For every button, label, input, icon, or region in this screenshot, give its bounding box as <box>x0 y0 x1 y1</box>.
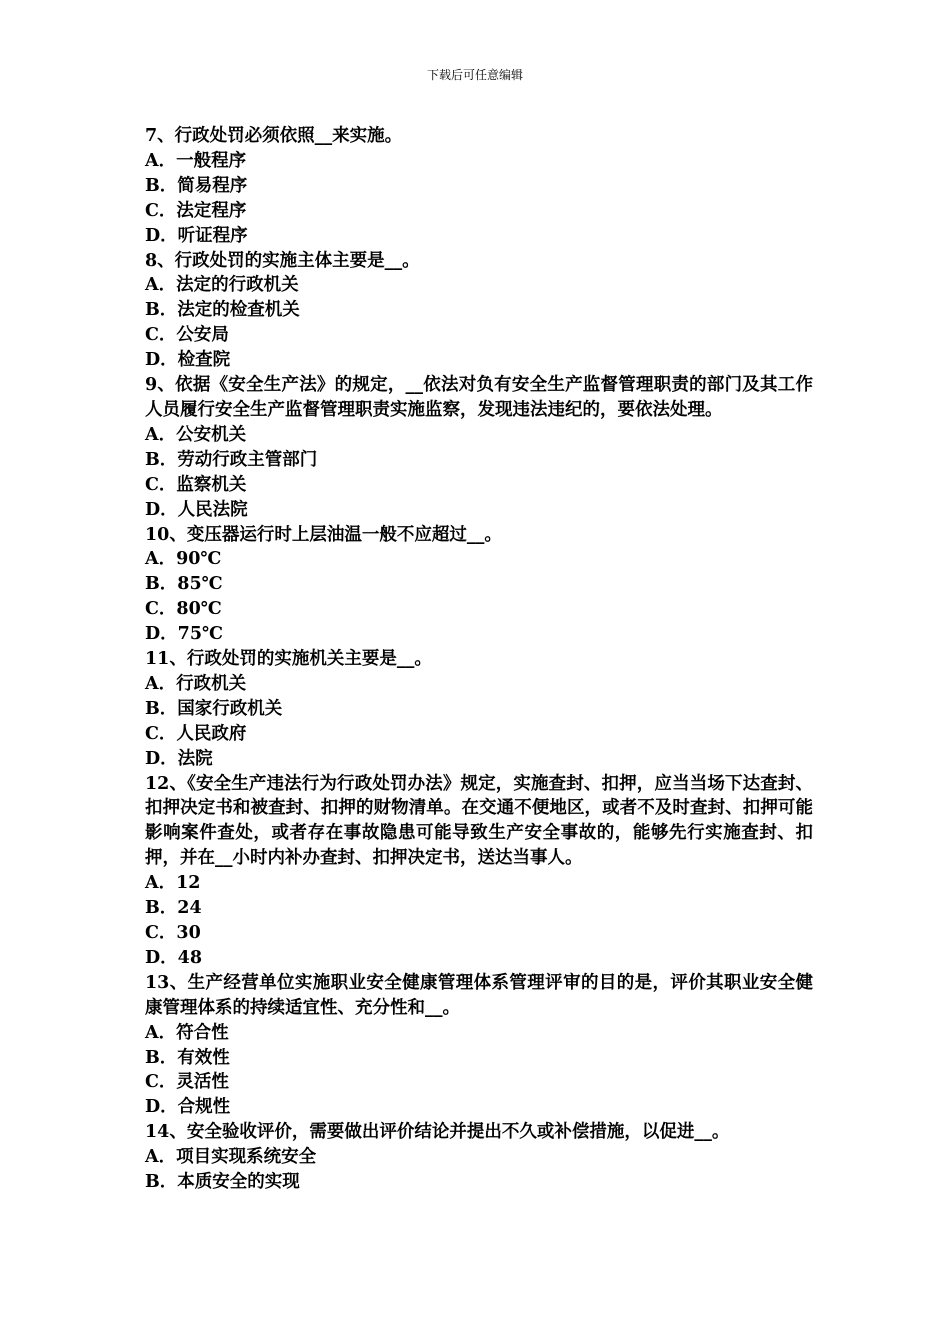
option-d: D．检查院 <box>145 350 231 371</box>
option-d: D．法院 <box>145 748 213 769</box>
option-c: C．30 <box>145 923 201 943</box>
question-block <box>145 373 813 522</box>
option-b: B．劳动行政主管部门 <box>145 449 318 470</box>
option-c: C．80℃ <box>145 599 222 620</box>
question-text: 14、安全验收评价，需要做出评价结论并提出不久或补偿措施，以促进__。 <box>145 1122 730 1143</box>
question-block <box>145 124 813 249</box>
option-d: D．人民法院 <box>145 499 248 520</box>
option-d: D．合规性 <box>145 1097 231 1118</box>
option-a: A．项目实现系统安全 <box>145 1147 317 1168</box>
option-c: C．法定程序 <box>145 200 247 221</box>
page-header: 下载后可任意编辑 <box>426 68 523 82</box>
option-a: A．一般程序 <box>145 150 247 171</box>
question-text: 9、依据《安全生产法》的规定，__依法对负有安全生产监督管理职责的部门及其工作人员履行安全生产监督管理职责实施监察，发现违法违纪的，要依法处理。 <box>145 375 813 420</box>
question-block <box>145 1120 813 1195</box>
option-a: A．90℃ <box>145 549 222 570</box>
option-d: D．48 <box>145 947 203 968</box>
option-b: B．本质安全的实现 <box>145 1172 300 1193</box>
question-block <box>145 971 813 1120</box>
question-text: 11、行政处罚的实施机关主要是__。 <box>145 649 432 670</box>
option-a: A．12 <box>145 873 201 894</box>
option-c: C．公安局 <box>145 325 229 346</box>
question-text: 12、《安全生产违法行为行政处罚办法》规定，实施查封、扣押，应当当场下达查封、扣押决定书和被查封、扣押的财物清单。在交通不便地区，或者不及时查封、扣押可能影响案件查处，或者存在事故隐患可能导致生产安全事故的，能够先行实施查封、扣押，并在__小时内补办查封、扣押决定书，送达当事人。 <box>145 773 813 869</box>
question-block <box>145 772 813 971</box>
option-a: A．符合性 <box>145 1022 229 1043</box>
option-c: C．灵活性 <box>145 1072 229 1093</box>
question-block <box>145 523 813 648</box>
option-b: B．24 <box>145 898 202 919</box>
question-block <box>145 249 813 374</box>
question-text: 13、生产经营单位实施职业安全健康管理体系管理评审的目的是，评价其职业安全健康管理体系的持续适宜性、充分性和__。 <box>145 972 813 1018</box>
option-b: B．有效性 <box>145 1047 230 1068</box>
question-text: 7、行政处罚必须依照__来实施。 <box>145 126 403 146</box>
option-b: B．法定的检查机关 <box>145 300 300 321</box>
option-b: B．85℃ <box>145 574 223 595</box>
option-a: A．行政机关 <box>145 673 247 694</box>
question-text: 8、行政处罚的实施主体主要是__。 <box>145 250 420 271</box>
option-c: C．监察机关 <box>145 474 247 495</box>
option-b: B．国家行政机关 <box>145 698 283 719</box>
option-c: C．人民政府 <box>145 723 247 744</box>
option-a: A．法定的行政机关 <box>145 275 299 296</box>
option-d: D．听证程序 <box>145 225 248 246</box>
question-block <box>145 647 813 772</box>
question-list <box>145 124 813 1195</box>
option-d: D．75℃ <box>145 624 223 645</box>
question-text: 10、变压器运行时上层油温一般不应超过__。 <box>145 524 502 545</box>
option-a: A．公安机关 <box>145 424 247 445</box>
option-b: B．简易程序 <box>145 175 248 196</box>
